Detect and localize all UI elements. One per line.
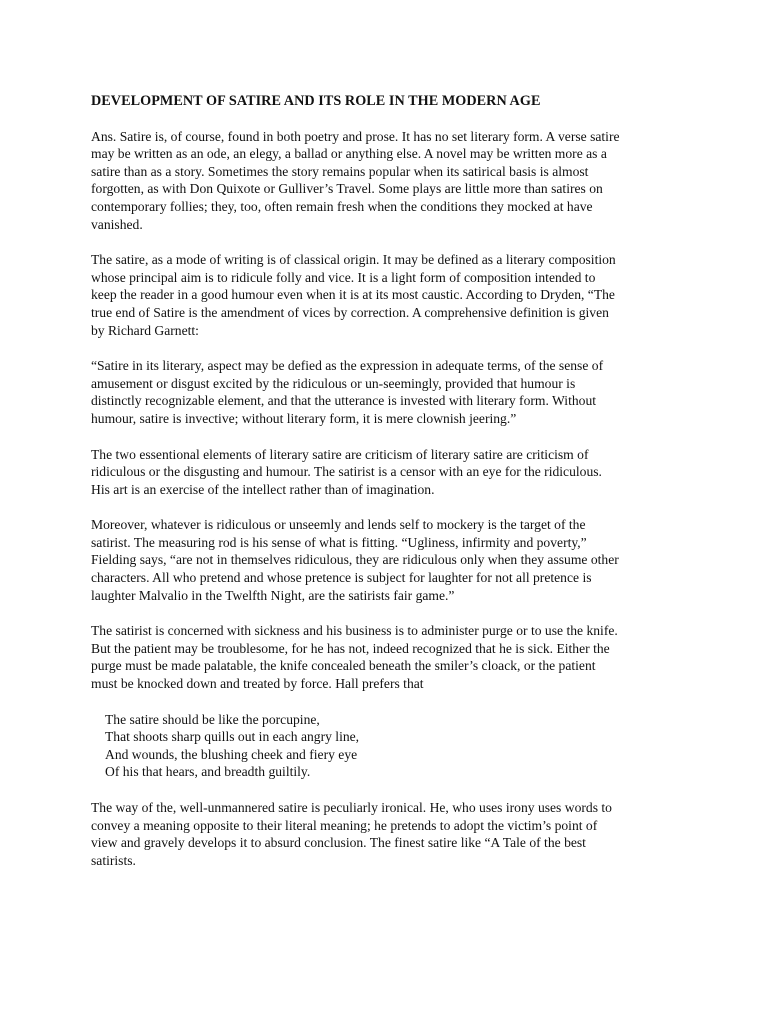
text-line: convey a meaning opposite to their literal meaning; he pretends to adopt the victim’s point of	[91, 817, 598, 833]
text-line: distinctly recognizable element, and that the utterance is invested with literary form. Without	[91, 393, 597, 409]
text-line: vanished.	[91, 216, 143, 232]
verse-line: That shoots sharp quills out in each angry line,	[105, 729, 360, 745]
text-line: The two essentional elements of literary satire are criticism of literary satire are criticism of	[91, 446, 589, 462]
text-line: true end of Satire is the amendment of vices by correction. A comprehensive definition is given	[91, 304, 609, 320]
paragraph-5	[91, 516, 691, 604]
text-line: laughter Malvalio in the Twelfth Night, are the satirists fair game.”	[91, 587, 455, 603]
text-line: The satire, as a mode of writing is of classical origin. It may be defined as a literary composition	[91, 252, 616, 268]
text-line: purge must be made palatable, the knife concealed beneath the smiler’s cloack, or the patient	[91, 658, 596, 674]
text-line: His art is an exercise of the intellect rather than of imagination.	[91, 481, 435, 497]
text-line: satirists.	[91, 852, 136, 868]
paragraph-4	[91, 446, 691, 499]
verse-line: Of his that hears, and breadth guiltily.	[105, 764, 311, 780]
text-line: satirist. The measuring rod is his sense of what is fitting. “Ugliness, infirmity and poverty,”	[91, 534, 587, 550]
document-page	[91, 93, 691, 869]
paragraph-1	[91, 128, 691, 234]
text-line: Moreover, whatever is ridiculous or unseemly and lends self to mockery is the target of the	[91, 517, 586, 533]
paragraph-2	[91, 251, 691, 339]
text-line: satire than as a story. Sometimes the story remains popular when its satirical basis is almost	[91, 163, 589, 179]
text-line: humour, satire is invective; without literary form, it is mere clownish jeering.”	[91, 410, 517, 426]
text-line: contemporary follies; they, too, often remain fresh when the conditions they mocked at have	[91, 198, 593, 214]
verse-line: And wounds, the blushing cheek and fiery eye	[105, 746, 358, 762]
text-line: But the patient may be troublesome, for he has not, indeed recognized that he is sick. Either the	[91, 640, 610, 656]
text-line: may be written as an ode, an elegy, a ballad or anything else. A novel may be written more as a	[91, 146, 607, 162]
paragraph-6	[91, 622, 691, 692]
text-line: forgotten, as with Don Quixote or Gulliver’s Travel. Some plays are little more than satires on	[91, 181, 603, 197]
text-line: Fielding says, “are not in themselves ridiculous, they are ridiculous only when they assume other	[91, 552, 619, 568]
paragraph-3-quote	[91, 357, 691, 427]
text-line: amusement or disgust excited by the ridiculous or un-seemingly, provided that humour is	[91, 375, 576, 391]
text-line: by Richard Garnett:	[91, 322, 199, 338]
text-line: whose principal aim is to ridicule folly and vice. It is a light form of composition intended to	[91, 269, 596, 285]
verse-line: The satire should be like the porcupine,	[105, 711, 320, 727]
document-title: DEVELOPMENT OF SATIRE AND ITS ROLE IN THE MODERN AGE	[91, 93, 541, 109]
text-line: ridiculous or the disgusting and humour. The satirist is a censor with an eye for the ridiculous.	[91, 464, 602, 480]
text-line: The way of the, well-unmannered satire is peculiarly ironical. He, who uses irony uses words to	[91, 800, 612, 815]
verse-block	[91, 711, 691, 781]
text-line: must be knocked down and treated by force. Hall prefers that	[91, 676, 424, 692]
text-line: The satirist is concerned with sickness and his business is to administer purge or to use the knife.	[91, 623, 618, 639]
text-line: view and gravely develops it to absurd conclusion. The finest satire like “A Tale of the best	[91, 835, 586, 851]
text-line: keep the reader in a good humour even when it is at its most caustic. According to Dryden, “The	[91, 287, 615, 303]
text-line: “Satire in its literary, aspect may be defied as the expression in adequate terms, of the sense of	[91, 358, 604, 374]
text-line: characters. All who pretend and whose pretence is subject for laughter for not all pretence is	[91, 570, 592, 586]
text-line: Ans. Satire is, of course, found in both poetry and prose. It has no set literary form. A verse satire	[91, 128, 620, 144]
paragraph-7	[91, 799, 691, 869]
